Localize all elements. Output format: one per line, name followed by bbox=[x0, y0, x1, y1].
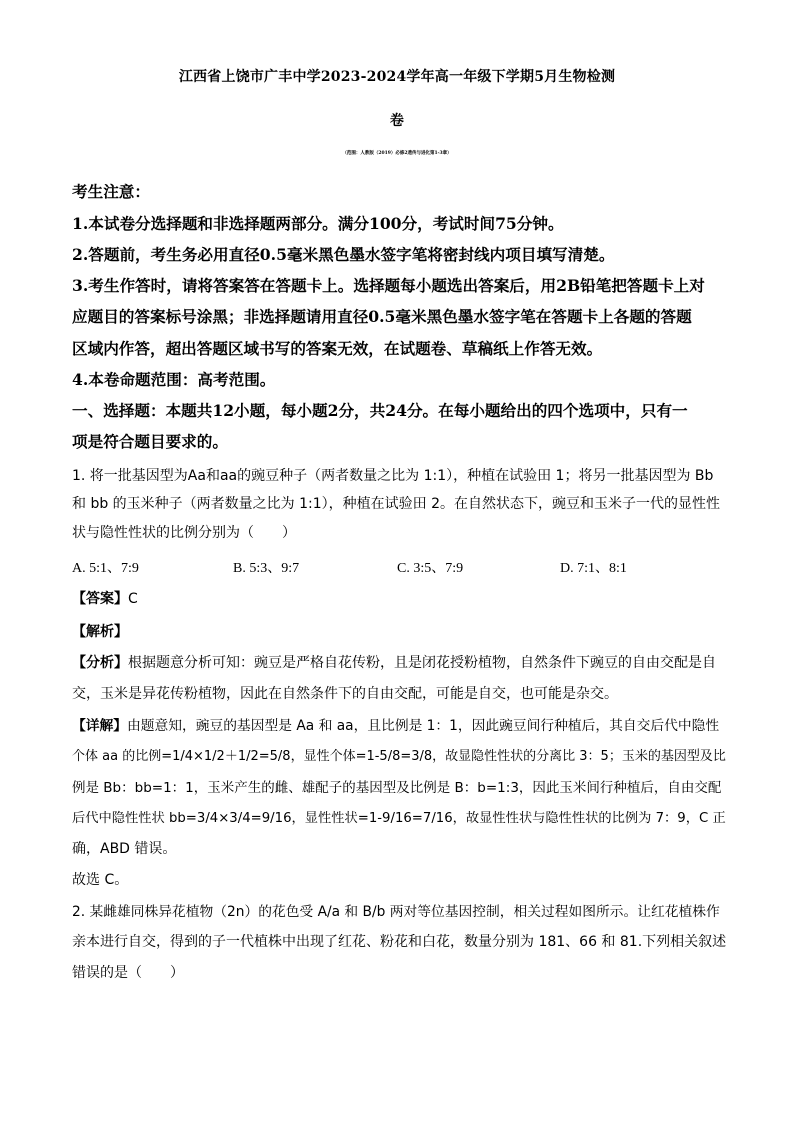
section-heading: 一、选择题：本题共12小题，每小题2分，共24分。在每小题给出的四个选项中，只有一 bbox=[72, 401, 688, 420]
analysis-tag: 【解析】 bbox=[72, 624, 128, 640]
notice-item: 1.本试卷分选择题和非选择题两部分。满分100分，考试时间75分钟。 bbox=[72, 214, 564, 233]
xiangjie-tag: 【详解】 bbox=[72, 718, 128, 734]
xiangjie-text: 后代中隐性性状 bb=3/4×3/4=9/16，显性性状=1-9/16=7/16，故显性性状与隐性性状的比例为 7：9，C 正 bbox=[72, 811, 726, 826]
question-2-text: 亲本进行自交，得到的子一代植株中出现了红花、粉花和白花，数量分别为 181、66 和 81.下列相关叙述 bbox=[72, 934, 727, 950]
exam-title-continued: 卷 bbox=[389, 113, 405, 129]
question-1-option-a: A. 5:1、7:9 bbox=[72, 561, 139, 576]
question-2-text: 错误的是（ ） bbox=[72, 965, 184, 981]
notice-heading: 考生注意： bbox=[72, 182, 150, 201]
question-1-conclusion: 故选 C。 bbox=[72, 872, 129, 888]
question-1-option-b: B. 5:3、9:7 bbox=[233, 561, 300, 576]
notice-item: 3.考生作答时，请将答案答在答题卡上。选择题每小题选出答案后，用2B铅笔把答题卡上对 bbox=[72, 276, 705, 295]
fenxi-text: 根据题意分析可知：豌豆是严格自花传粉，且是闭花授粉植物，自然条件下豌豆的自由交配是自 bbox=[128, 655, 716, 671]
answer-tag: 【答案】 bbox=[72, 591, 128, 607]
section-heading-continued: 项是符合题目要求的。 bbox=[72, 432, 228, 451]
question-1-text: 状与隐性性状的比例分别为（ ） bbox=[72, 525, 296, 541]
question-1-option-d: D. 7:1、8:1 bbox=[560, 561, 627, 576]
fenxi-text: 交，玉米是异花传粉植物，因此在自然条件下的自由交配，可能是自交，也可能是杂交。 bbox=[72, 686, 618, 702]
exam-scope-subtitle: （范围：人教版（2019）必修2遗传与进化第1-3章） bbox=[342, 151, 452, 156]
notice-item: 4.本卷命题范围：高考范围。 bbox=[72, 370, 276, 389]
xiangjie-text: 确，ABD 错误。 bbox=[72, 841, 177, 857]
xiangjie-text: 例是 Bb：bb=1：1，玉米产生的雌、雄配子的基因型及比例是 B：b=1:3，因此玉米间行种植后，自由交配 bbox=[72, 780, 722, 796]
fenxi-tag: 【分析】 bbox=[72, 655, 128, 671]
notice-item: 区域内作答，超出答题区域书写的答案无效，在试题卷、草稿纸上作答无效。 bbox=[72, 339, 603, 358]
answer-line bbox=[72, 588, 138, 608]
question-1-text: 1. 将一批基因型为Aa和aa的豌豆种子（两者数量之比为 1:1），种植在试验田 1；将另一批基因型为 Bb bbox=[72, 468, 714, 484]
xiangjie-text: 由题意知，豌豆的基因型是 Aa 和 aa，且比例是 1：1，因此豌豆间行种植后，其自交后代中隐性 bbox=[127, 718, 720, 734]
fenxi-line bbox=[72, 652, 716, 672]
question-1-text: 和 bb 的玉米种子（两者数量之比为 1:1），种植在试验田 2。在自然状态下，豌豆和玉米子一代的显性性 bbox=[72, 496, 721, 512]
xiangjie-text: 个体 aa 的比例=1/4×1/2＋1/2=5/8，显性个体=1-5/8=3/8，故显隐性性状的分离比 3：5；玉米的基因型及比 bbox=[72, 749, 726, 764]
question-1-option-c: C. 3:5、7:9 bbox=[397, 561, 464, 576]
exam-title: 江西省上饶市广丰中学2023-2024学年高一年级下学期5月生物检测 bbox=[178, 69, 616, 85]
notice-item: 2.答题前，考生务必用直径0.5毫米黑色墨水签字笔将密封线内项目填写清楚。 bbox=[72, 245, 615, 264]
xiangjie-line bbox=[72, 714, 719, 734]
answer-value: C bbox=[128, 591, 138, 607]
question-2-text: 2. 某雌雄同株异花植物（2n）的花色受 A/a 和 B/b 两对等位基因控制，相关过程如图所示。让红花植株作 bbox=[72, 904, 720, 920]
notice-item: 应题目的答案标号涂黑；非选择题请用直径0.5毫米黑色墨水签字笔在答题卡上各题的答题 bbox=[72, 307, 692, 326]
